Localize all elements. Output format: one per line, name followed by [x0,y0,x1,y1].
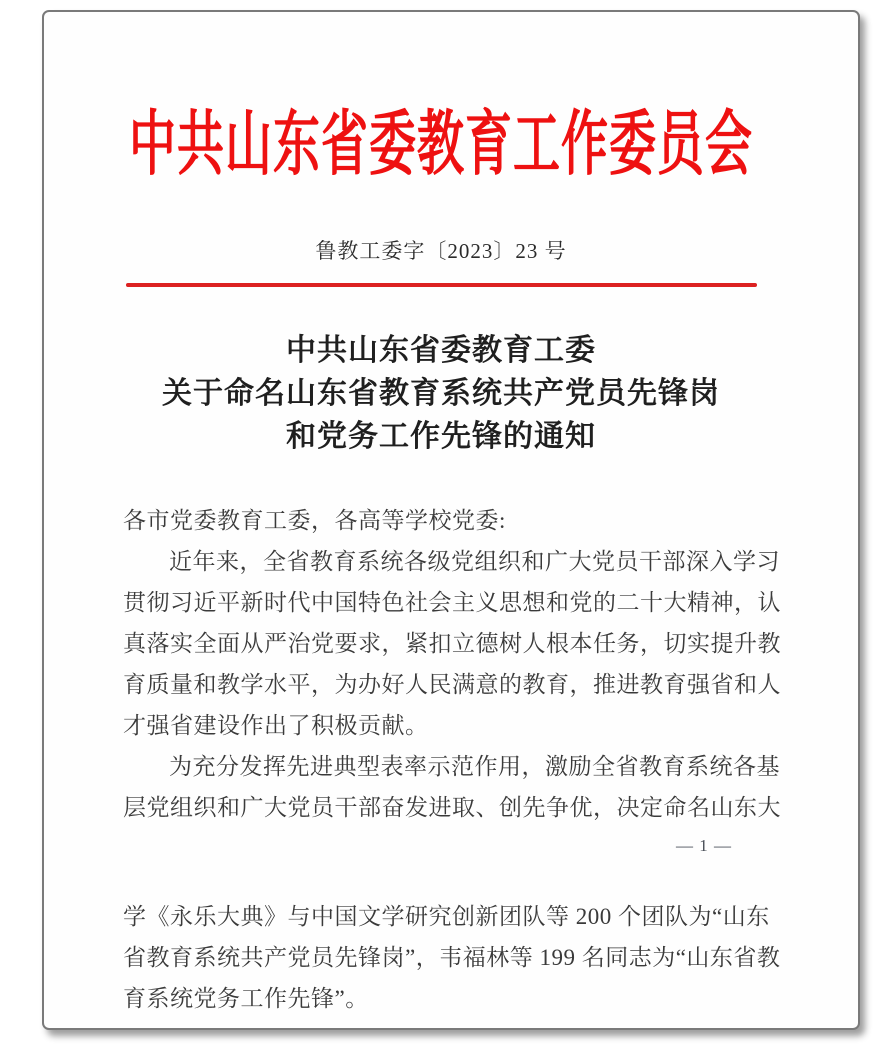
letterhead-title-text: 中共山东省委教育工作委员会 [129,106,753,185]
red-separator-line [126,283,757,287]
paragraph-1-line-5: 才强省建设作出了积极贡献。 [123,713,429,738]
paragraph-3-line-1: 学《永乐大典》与中国文学研究创新团队等 200 个团队为“山东 [123,904,770,929]
paragraph-1-line-4: 育质量和教学水平，为办好人民满意的教育，推进教育强省和人 [123,672,781,697]
paragraph-3-line-2: 省教育系统共产党员先锋岗”，韦福林等 199 名同志为“山东省教 [123,945,781,970]
notice-title-line-1: 中共山东省委教育工委 [286,334,596,367]
body-text-page-2 [123,896,781,1019]
notice-title-line-3: 和党务工作先锋的通知 [286,420,596,453]
document-page [42,10,860,1030]
paragraph-3-line-3: 育系统党务工作先锋”。 [123,986,369,1011]
paragraph-1-line-1: 近年来，全省教育系统各级党组织和广大党员干部深入学习 [169,549,780,574]
notice-title [84,329,798,458]
notice-title-line-2: 关于命名山东省教育系统共产党员先锋岗 [162,377,720,410]
paragraph-2-line-2: 层党组织和广大党员干部奋发进取、创先争优，决定命名山东大 [123,795,781,820]
body-text-page-1 [123,500,781,828]
letterhead-title [123,106,759,185]
salutation-line: 各市党委教育工委，各高等学校党委: [123,508,506,533]
paragraph-1-line-2: 贯彻习近平新时代中国特色社会主义思想和党的二十大精神，认 [123,590,781,615]
page-number: — 1 — [676,836,732,855]
paragraph-2-line-1: 为充分发挥先进典型表率示范作用，激励全省教育系统各基 [169,754,780,779]
document-number: 鲁教工委字〔2023〕23 号 [315,239,567,263]
paragraph-1-line-3: 真落实全面从严治党要求，紧扣立德树人根本任务，切实提升教 [123,631,781,656]
